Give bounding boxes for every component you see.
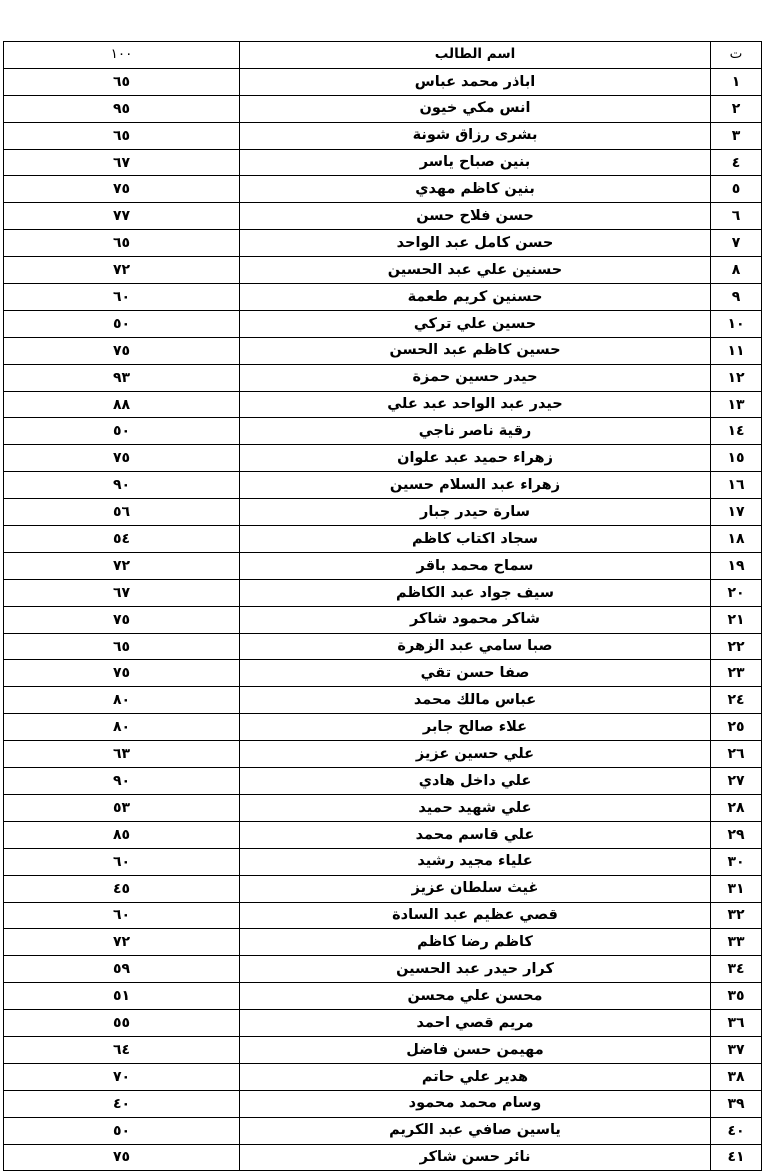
- table-row: [4, 257, 762, 284]
- student-name-cell: حيدر عبد الواحد عبد علي: [240, 391, 711, 418]
- student-name-cell: شاكر محمود شاكر: [240, 606, 711, 633]
- row-number-cell: ٣٤: [711, 956, 762, 983]
- row-number-cell: ١٥: [711, 445, 762, 472]
- student-name-cell: حسنين علي عبد الحسين: [240, 257, 711, 284]
- row-number-cell: ١١: [711, 337, 762, 364]
- table-row: [4, 95, 762, 122]
- row-number-cell: ٢٨: [711, 794, 762, 821]
- student-name-cell: علياء مجيد رشيد: [240, 848, 711, 875]
- row-number-cell: ٣٦: [711, 1010, 762, 1037]
- table-row: [4, 552, 762, 579]
- row-number-cell: ٢٧: [711, 768, 762, 795]
- student-name-cell: علاء صالح جابر: [240, 714, 711, 741]
- row-number-cell: ١٤: [711, 418, 762, 445]
- row-number-cell: ٤: [711, 149, 762, 176]
- table-row: [4, 122, 762, 149]
- table-row: [4, 1144, 762, 1171]
- row-number-cell: ١٩: [711, 552, 762, 579]
- table-row: [4, 472, 762, 499]
- student-name-cell: مريم قصي احمد: [240, 1010, 711, 1037]
- row-number-cell: ٢٥: [711, 714, 762, 741]
- score-cell: ٧٥: [4, 176, 240, 203]
- row-number-cell: ١٣: [711, 391, 762, 418]
- row-number-cell: ١: [711, 68, 762, 95]
- student-name-cell: قصي عظيم عبد السادة: [240, 902, 711, 929]
- score-cell: ٧٢: [4, 929, 240, 956]
- score-cell: ٦٠: [4, 848, 240, 875]
- score-cell: ٦٥: [4, 230, 240, 257]
- student-name-cell: بنين صباح ياسر: [240, 149, 711, 176]
- table-row: [4, 848, 762, 875]
- score-cell: ٦٠: [4, 902, 240, 929]
- row-number-cell: ٥: [711, 176, 762, 203]
- score-cell: ٤٥: [4, 875, 240, 902]
- score-cell: ٩٥: [4, 95, 240, 122]
- row-number-cell: ٢٦: [711, 741, 762, 768]
- table-row: [4, 1010, 762, 1037]
- score-cell: ٥٠: [4, 1117, 240, 1144]
- student-name-cell: انس مكي خيون: [240, 95, 711, 122]
- row-number-cell: ٣: [711, 122, 762, 149]
- table-row: [4, 821, 762, 848]
- row-number-cell: ٣١: [711, 875, 762, 902]
- table-row: [4, 714, 762, 741]
- table-row: [4, 176, 762, 203]
- student-name-cell: عباس مالك محمد: [240, 687, 711, 714]
- score-cell: ٧٢: [4, 257, 240, 284]
- student-name-cell: صفا حسن تقي: [240, 660, 711, 687]
- row-number-cell: ٢٢: [711, 633, 762, 660]
- student-name-cell: وسام محمد محمود: [240, 1090, 711, 1117]
- student-name-cell: حسن كامل عبد الواحد: [240, 230, 711, 257]
- header-number: ت: [711, 42, 762, 69]
- row-number-cell: ١٦: [711, 472, 762, 499]
- student-name-cell: علي شهيد حميد: [240, 794, 711, 821]
- student-name-cell: بشرى رزاق شونة: [240, 122, 711, 149]
- row-number-cell: ٣٠: [711, 848, 762, 875]
- row-number-cell: ٣٥: [711, 983, 762, 1010]
- score-cell: ٨٥: [4, 821, 240, 848]
- row-number-cell: ٢٩: [711, 821, 762, 848]
- student-name-cell: علي قاسم محمد: [240, 821, 711, 848]
- grades-table: [3, 41, 762, 1171]
- student-name-cell: زهراء عبد السلام حسين: [240, 472, 711, 499]
- table-row: [4, 1090, 762, 1117]
- score-cell: ٧٧: [4, 203, 240, 230]
- table-row: [4, 499, 762, 526]
- score-cell: ٥٦: [4, 499, 240, 526]
- score-cell: ٥٩: [4, 956, 240, 983]
- row-number-cell: ٦: [711, 203, 762, 230]
- score-cell: ٧٥: [4, 660, 240, 687]
- student-name-cell: نائر حسن شاكر: [240, 1144, 711, 1171]
- student-name-cell: مهيمن حسن فاضل: [240, 1036, 711, 1063]
- student-name-cell: هدير علي حاتم: [240, 1063, 711, 1090]
- table-row: [4, 391, 762, 418]
- table-row: [4, 68, 762, 95]
- table-row: [4, 1063, 762, 1090]
- student-name-cell: كاظم رضا كاظم: [240, 929, 711, 956]
- table-row: [4, 526, 762, 553]
- student-name-cell: غيث سلطان عزيز: [240, 875, 711, 902]
- table-row: [4, 633, 762, 660]
- grades-table-body: [4, 42, 762, 1171]
- table-row: [4, 310, 762, 337]
- table-row: [4, 284, 762, 311]
- student-name-cell: محسن علي محسن: [240, 983, 711, 1010]
- table-row: [4, 1117, 762, 1144]
- row-number-cell: ٤٠: [711, 1117, 762, 1144]
- score-cell: ٧٠: [4, 1063, 240, 1090]
- table-row: [4, 929, 762, 956]
- student-name-cell: سماح محمد باقر: [240, 552, 711, 579]
- score-cell: ٦٥: [4, 633, 240, 660]
- student-name-cell: زهراء حميد عبد علوان: [240, 445, 711, 472]
- student-grades-sheet: [3, 41, 758, 1171]
- student-name-cell: حسنين كريم طعمة: [240, 284, 711, 311]
- student-name-cell: سجاد اكتاب كاظم: [240, 526, 711, 553]
- table-row: [4, 687, 762, 714]
- row-number-cell: ٣٢: [711, 902, 762, 929]
- score-cell: ٨٠: [4, 687, 240, 714]
- score-cell: ٦٥: [4, 68, 240, 95]
- student-name-cell: بنين كاظم مهدي: [240, 176, 711, 203]
- student-name-cell: سيف جواد عبد الكاظم: [240, 579, 711, 606]
- student-name-cell: علي داخل هادي: [240, 768, 711, 795]
- score-cell: ٤٠: [4, 1090, 240, 1117]
- table-row: [4, 956, 762, 983]
- row-number-cell: ١٨: [711, 526, 762, 553]
- row-number-cell: ٢: [711, 95, 762, 122]
- table-row: [4, 445, 762, 472]
- student-name-cell: حسين كاظم عبد الحسن: [240, 337, 711, 364]
- score-cell: ٥٥: [4, 1010, 240, 1037]
- score-cell: ٥٤: [4, 526, 240, 553]
- table-row: [4, 230, 762, 257]
- score-cell: ٦٠: [4, 284, 240, 311]
- score-cell: ٦٤: [4, 1036, 240, 1063]
- score-cell: ٨٠: [4, 714, 240, 741]
- row-number-cell: ٣٧: [711, 1036, 762, 1063]
- table-row: [4, 149, 762, 176]
- student-name-cell: صبا سامي عبد الزهرة: [240, 633, 711, 660]
- row-number-cell: ٣٩: [711, 1090, 762, 1117]
- score-cell: ٩٣: [4, 364, 240, 391]
- student-name-cell: سارة حيدر جبار: [240, 499, 711, 526]
- score-cell: ٧٥: [4, 606, 240, 633]
- row-number-cell: ٢٣: [711, 660, 762, 687]
- student-name-cell: حيدر حسين حمزة: [240, 364, 711, 391]
- score-cell: ٦٧: [4, 149, 240, 176]
- table-row: [4, 606, 762, 633]
- score-cell: ٧٢: [4, 552, 240, 579]
- row-number-cell: ٢١: [711, 606, 762, 633]
- score-cell: ٧٥: [4, 445, 240, 472]
- row-number-cell: ١٠: [711, 310, 762, 337]
- table-row: [4, 794, 762, 821]
- header-row: [4, 42, 762, 69]
- score-cell: ٦٥: [4, 122, 240, 149]
- row-number-cell: ٤١: [711, 1144, 762, 1171]
- table-row: [4, 1036, 762, 1063]
- student-name-cell: حسين علي تركي: [240, 310, 711, 337]
- score-cell: ٥٠: [4, 310, 240, 337]
- row-number-cell: ٨: [711, 257, 762, 284]
- table-row: [4, 768, 762, 795]
- header-student-name: اسم الطالب: [240, 42, 711, 69]
- table-row: [4, 579, 762, 606]
- student-name-cell: كرار حيدر عبد الحسين: [240, 956, 711, 983]
- student-name-cell: علي حسين عزيز: [240, 741, 711, 768]
- table-row: [4, 875, 762, 902]
- row-number-cell: ٢٤: [711, 687, 762, 714]
- score-cell: ٨٨: [4, 391, 240, 418]
- score-cell: ٧٥: [4, 1144, 240, 1171]
- score-cell: ٥٣: [4, 794, 240, 821]
- row-number-cell: ٩: [711, 284, 762, 311]
- score-cell: ٦٧: [4, 579, 240, 606]
- table-row: [4, 660, 762, 687]
- table-row: [4, 203, 762, 230]
- table-row: [4, 983, 762, 1010]
- score-cell: ٥١: [4, 983, 240, 1010]
- score-cell: ٩٠: [4, 472, 240, 499]
- score-cell: ٥٠: [4, 418, 240, 445]
- row-number-cell: ٧: [711, 230, 762, 257]
- score-cell: ٦٣: [4, 741, 240, 768]
- student-name-cell: رقية ناصر ناجي: [240, 418, 711, 445]
- student-name-cell: ياسين صافي عبد الكريم: [240, 1117, 711, 1144]
- row-number-cell: ٣٨: [711, 1063, 762, 1090]
- table-row: [4, 741, 762, 768]
- score-cell: ٩٠: [4, 768, 240, 795]
- row-number-cell: ١٧: [711, 499, 762, 526]
- table-row: [4, 902, 762, 929]
- row-number-cell: ٢٠: [711, 579, 762, 606]
- row-number-cell: ١٢: [711, 364, 762, 391]
- student-name-cell: حسن فلاح حسن: [240, 203, 711, 230]
- table-row: [4, 364, 762, 391]
- score-cell: ٧٥: [4, 337, 240, 364]
- table-row: [4, 418, 762, 445]
- row-number-cell: ٣٣: [711, 929, 762, 956]
- student-name-cell: اباذر محمد عباس: [240, 68, 711, 95]
- header-score: ١٠٠: [4, 42, 240, 69]
- table-row: [4, 337, 762, 364]
